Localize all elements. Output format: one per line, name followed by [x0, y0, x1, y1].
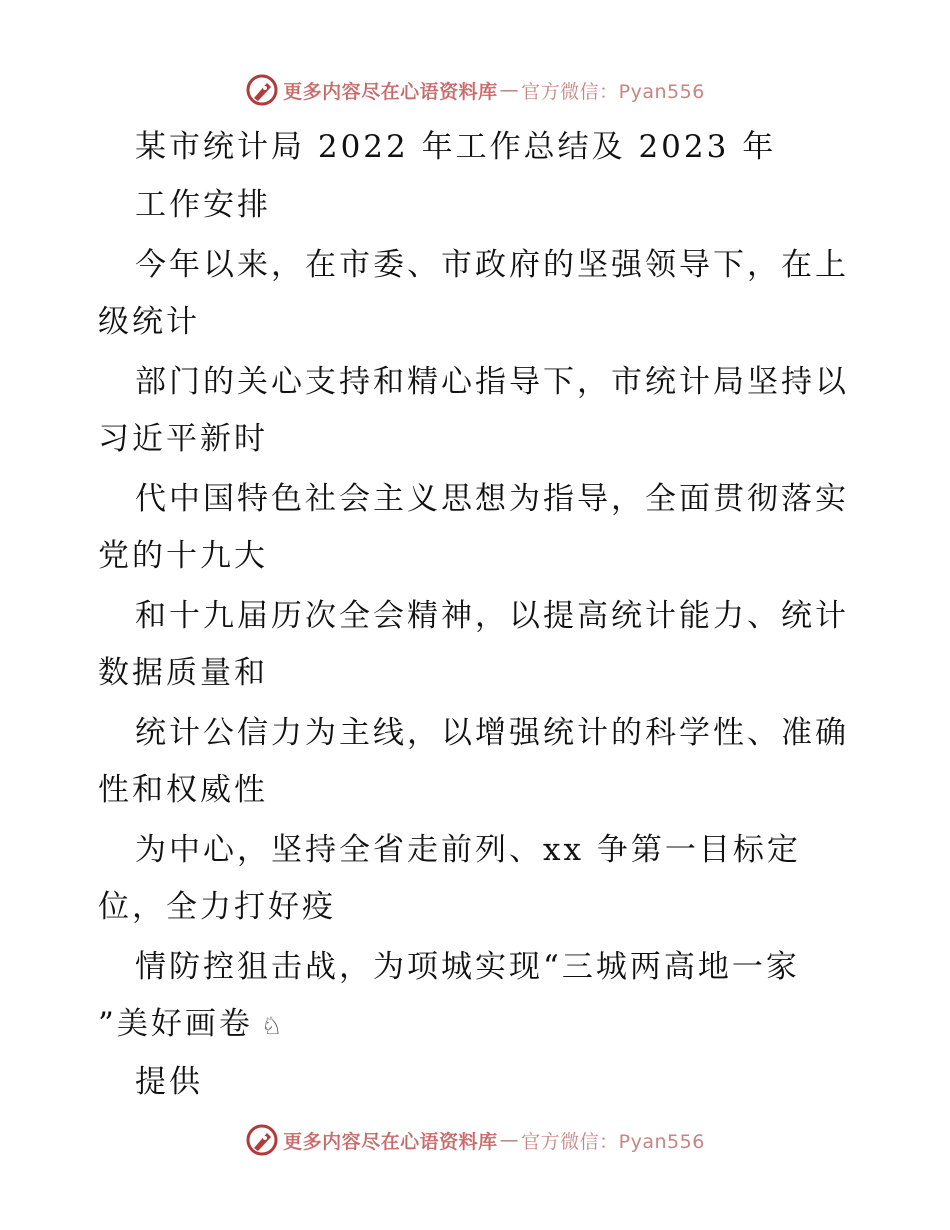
paragraph-line: 部门的关心支持和精心指导下，市统计局坚持以 [135, 364, 849, 400]
watermark-footer [0, 1120, 950, 1160]
paragraph-line: 提供 [135, 1064, 203, 1100]
paragraph-line-text: ”美好画卷 [98, 1006, 253, 1042]
paragraph-line: 和十九届历次全会精神，以提高统计能力、统计 [135, 598, 849, 634]
watermark-separator: — [499, 1129, 520, 1151]
paragraph-line: 情防控狙击战，为项城实现“三城两高地一家 [135, 949, 800, 985]
knight-glyph-icon: ♘ [260, 1012, 286, 1040]
watermark-header [0, 70, 950, 110]
paragraph-line: 性和权威性 [98, 772, 268, 808]
watermark-wechat: 官方微信：Pyan556 [521, 1130, 705, 1153]
paragraph-line: 代中国特色社会主义思想为指导，全面贯彻落实 [135, 481, 849, 517]
watermark-separator: — [499, 79, 520, 101]
paragraph-line: 统计公信力为主线，以增强统计的科学性、准确 [135, 715, 849, 751]
pen-nib-logo-icon [245, 1123, 279, 1157]
paragraph-line: 位，全力打好疫 [98, 889, 336, 925]
paragraph-line: 今年以来，在市委、市政府的坚强领导下，在上 [135, 247, 849, 283]
paragraph-line: 级统计 [98, 304, 200, 340]
paragraph-line: 数据质量和 [98, 655, 268, 691]
pen-nib-logo-icon [245, 73, 279, 107]
paragraph-line-with-glyph [98, 1004, 285, 1046]
paragraph-line: 习近平新时 [98, 421, 268, 457]
document-title-line-2: 工作安排 [135, 187, 271, 223]
paragraph-line: 为中心，坚持全省走前列、xx 争第一目标定 [135, 832, 801, 868]
paragraph-line: 党的十九大 [98, 538, 268, 574]
watermark-brand: 更多内容尽在心语资料库 [283, 80, 498, 103]
watermark-wechat: 官方微信：Pyan556 [521, 80, 705, 103]
watermark-brand: 更多内容尽在心语资料库 [283, 1130, 498, 1153]
document-title-line-1: 某市统计局 2022 年工作总结及 2023 年 [135, 129, 777, 165]
